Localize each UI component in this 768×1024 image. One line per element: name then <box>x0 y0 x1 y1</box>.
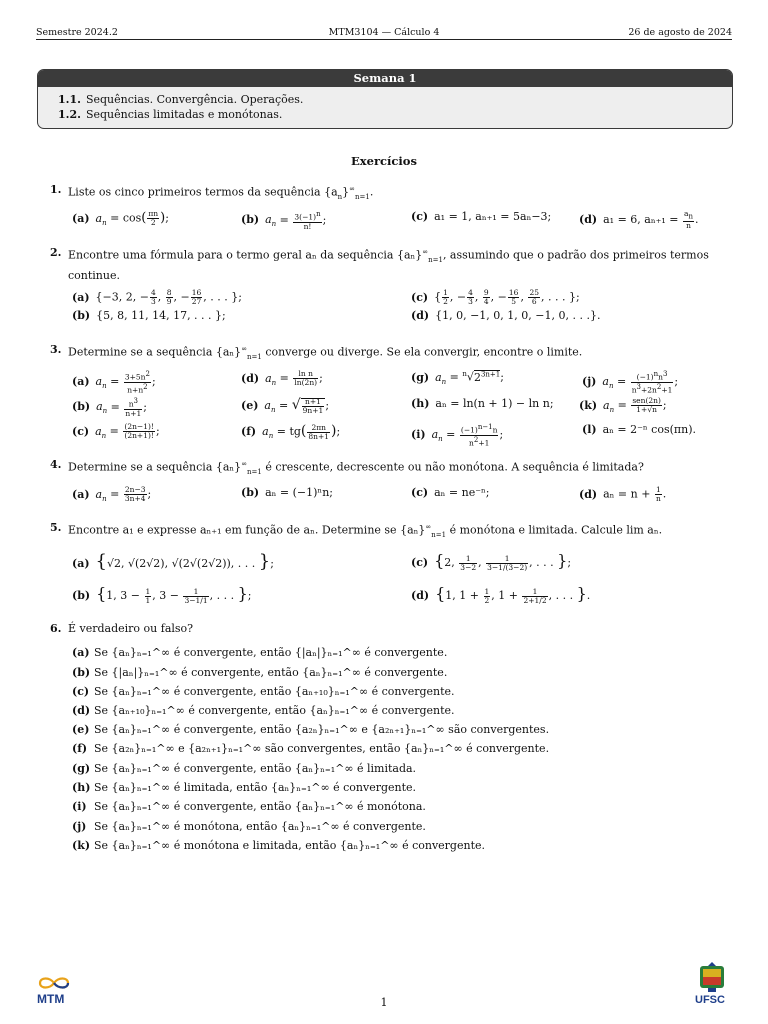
ex4-item-d: (d) aₙ = n + $\frac{1}{n}$ . <box>579 485 667 503</box>
exercise-1 <box>50 182 732 205</box>
semester-label: Semestre 2024.2 <box>36 27 118 38</box>
mtm-logo-text: MTM <box>37 992 65 1006</box>
week-title: Semana 1 <box>38 70 732 87</box>
ex3-item-f: (f) $a_n = tg$( $\frac{2\pi n}{8n+1}$ ); <box>241 422 341 441</box>
ex1-item-d: (d) a₁ = 6, aₙ₊₁ = $\frac{a_n}{n}$ . <box>579 209 699 230</box>
course-label: MTM3104 — Cálculo 4 <box>328 27 440 38</box>
ex3-item-l: (l) aₙ = 2⁻ⁿ cos(πn). <box>582 423 697 436</box>
ex3-item-i: (i) $a_n$ = $\frac{(-1)^{n-1}n}{n^2+1}$ ; <box>411 423 504 447</box>
tf-item: (k) Se {aₙ}ₙ₌₁^∞ é monótona e limitada, então {aₙ}ₙ₌₁^∞ é convergente. <box>72 839 485 852</box>
ex1-item-c: (c) a₁ = 1, aₙ₊₁ = 5aₙ−3; <box>411 210 552 223</box>
ex2-item-a: (a) {−3, 2, − $\frac{4}{3}$ , $\frac{8}{9}$ , − $\frac{16}{27}$ , . . . }; <box>72 288 242 306</box>
tf-item: (j) Se {aₙ}ₙ₌₁^∞ é monótona, então {aₙ}ₙ₌₁^∞ é convergente. <box>72 820 426 833</box>
topic-item <box>58 107 732 122</box>
topic-number: 1.1. <box>58 93 81 106</box>
ex2-item-c: (c) { $\frac{1}{2}$ , − $\frac{4}{3}$ , $\frac{9}{4}$ , − $\frac{16}{5}$ , $\frac{25}{6}$ , . . . }; <box>411 288 580 306</box>
ufsc-emblem-icon <box>694 962 730 994</box>
ex5-item-c: (c) {2, $\frac{1}{3-2}$ , $\frac{1}{3-1/(3-2)}$ , . . . }; <box>411 551 572 572</box>
ex3-item-g: (g) $a_n = ^n√2^{3n+1}$; <box>411 370 504 386</box>
tf-item: (h) Se {aₙ}ₙ₌₁^∞ é limitada, então {aₙ}ₙ₌₁^∞ é convergente. <box>72 781 417 794</box>
tf-item: (g) Se {aₙ}ₙ₌₁^∞ é convergente, então {aₙ}ₙ₌₁^∞ é limitada. <box>72 762 417 775</box>
week-topics <box>38 87 732 122</box>
exercise-5: 5. Encontre a₁ e expresse aₙ₊₁ em função de aₙ. Determine se $\{a_n\}^\infty_{n=1}$ é monótona e limitada. Calcule lim aₙ. <box>50 521 663 539</box>
section-title: Exercícios <box>351 154 417 168</box>
ex3-item-d: (d) $a_n$ = $\frac{\text{ln n}}{\ln(2n)}$ ; <box>241 369 323 387</box>
ex5-item-d: (d) {1, 1 + $\frac{1}{2}$ , 1 + $\frac{1}{2+1/2}$ , . . . }. <box>411 584 591 605</box>
topic-text: Sequências limitadas e monótonas. <box>85 108 283 121</box>
ex5-item-a: (a) {√2, √(2√2), √(2√(2√2)), . . . }; <box>72 551 274 572</box>
tf-item: (d) Se {aₙ₊₁₀}ₙ₌₁^∞ é convergente, então {aₙ}ₙ₌₁^∞ é convergente. <box>72 704 455 717</box>
exercise-number: 1. <box>50 183 62 196</box>
ex1-item-a: (a) $a_n = \cos$( $\frac{\pi n}{2}$ ); <box>72 209 169 227</box>
ex2-item-b: (b) {5, 8, 11, 14, 17, . . . }; <box>72 309 226 322</box>
tf-item: (i) Se {aₙ}ₙ₌₁^∞ é convergente, então {aₙ}ₙ₌₁^∞ é monótona. <box>72 800 426 813</box>
week-box <box>37 69 733 129</box>
ex4-item-a: (a) $a_n$ = $\frac{2n-3}{3n+4}$ ; <box>72 485 152 503</box>
topic-text: Sequências. Convergência. Operações. <box>85 93 304 106</box>
ex3-item-k: (k) $a_n$ = $\frac{\text{sen(2n)}}{1+√n}$ ; <box>579 396 667 414</box>
exercise-3: 3. Determine se a sequência $\{a_n\}^\infty_{n=1}$ converge ou diverge. Se ela convergir, encontre o limite. <box>50 343 583 361</box>
tf-item: (c) Se {aₙ}ₙ₌₁^∞ é convergente, então {aₙ₊₁₀}ₙ₌₁^∞ é convergente. <box>72 685 455 698</box>
ex5-item-b: (b) {1, 3 − $\frac{1}{1}$ , 3 − $\frac{1}{3-1/1}$ , . . . }; <box>72 584 252 605</box>
exercise-2: 2. Encontre uma fórmula para o termo geral aₙ da sequência $\{a_n\}^\infty_{n=1}$, assumindo que o padrão dos primeiros termos continue. <box>50 246 709 282</box>
exercise-statement: Liste os cinco primeiros termos da sequência $\{a_n\}^\infty_{n=1}$. <box>68 185 374 201</box>
page-header <box>36 27 732 40</box>
exercise-6: 6. É verdadeiro ou falso? <box>50 622 194 635</box>
tf-item: (e) Se {aₙ}ₙ₌₁^∞ é convergente, então {a₂ₙ}ₙ₌₁^∞ e {a₂ₙ₊₁}ₙ₌₁^∞ são convergentes. <box>72 723 550 736</box>
ufsc-logo-text: UFSC <box>695 994 725 1006</box>
topic-number: 1.2. <box>58 108 81 121</box>
tf-item: (a) Se {aₙ}ₙ₌₁^∞ é convergente, então {|aₙ|}ₙ₌₁^∞ é convergente. <box>72 646 448 659</box>
ex4-item-b: (b) aₙ = (−1)ⁿn; <box>241 486 333 499</box>
infinity-icon <box>36 975 72 991</box>
page-number: 1 <box>380 996 388 1009</box>
ex3-item-j: (j) $a_n$ = $\frac{(-1)^nn^3}{n^3+2n^2+1}$ ; <box>582 370 679 394</box>
date-label: 26 de agosto de 2024 <box>628 27 732 38</box>
ex3-item-e: (e) $a_n$ = √ $\frac{n+1}{9n+1}$ ; <box>241 396 330 415</box>
tf-item: (f) Se {a₂ₙ}ₙ₌₁^∞ e {a₂ₙ₊₁}ₙ₌₁^∞ são convergentes, então {aₙ}ₙ₌₁^∞ é convergente. <box>72 742 550 755</box>
ufsc-logo <box>694 962 732 1008</box>
ex3-item-b: (b) $a_n$ = $\frac{n^3}{n+1}$ ; <box>72 397 148 418</box>
ex4-item-c: (c) aₙ = ne⁻ⁿ; <box>411 486 490 499</box>
exercise-4: 4. Determine se a sequência $\{a_n\}^\infty_{n=1}$ é crescente, decrescente ou não monótona. A sequência é limitada? <box>50 458 644 476</box>
ex3-item-a: (a) $a_n$ = $\frac{3+5n^2}{n+n^2}$ ; <box>72 370 156 394</box>
ex3-item-h: (h) aₙ = ln(n + 1) − ln n; <box>411 397 554 410</box>
ex2-item-d: (d) {1, 0, −1, 0, 1, 0, −1, 0, . . .}. <box>411 309 601 322</box>
tf-item: (b) Se {|aₙ|}ₙ₌₁^∞ é convergente, então {aₙ}ₙ₌₁^∞ é convergente. <box>72 666 448 679</box>
ex1-item-b: (b) $a_n$ = $\frac{3(-1)^n}{n!}$ ; <box>241 210 327 231</box>
ex3-item-c: (c) $a_n$ = $\frac{(2n-1)!}{(2n+1)!}$ ; <box>72 422 160 440</box>
topic-item <box>58 92 732 107</box>
